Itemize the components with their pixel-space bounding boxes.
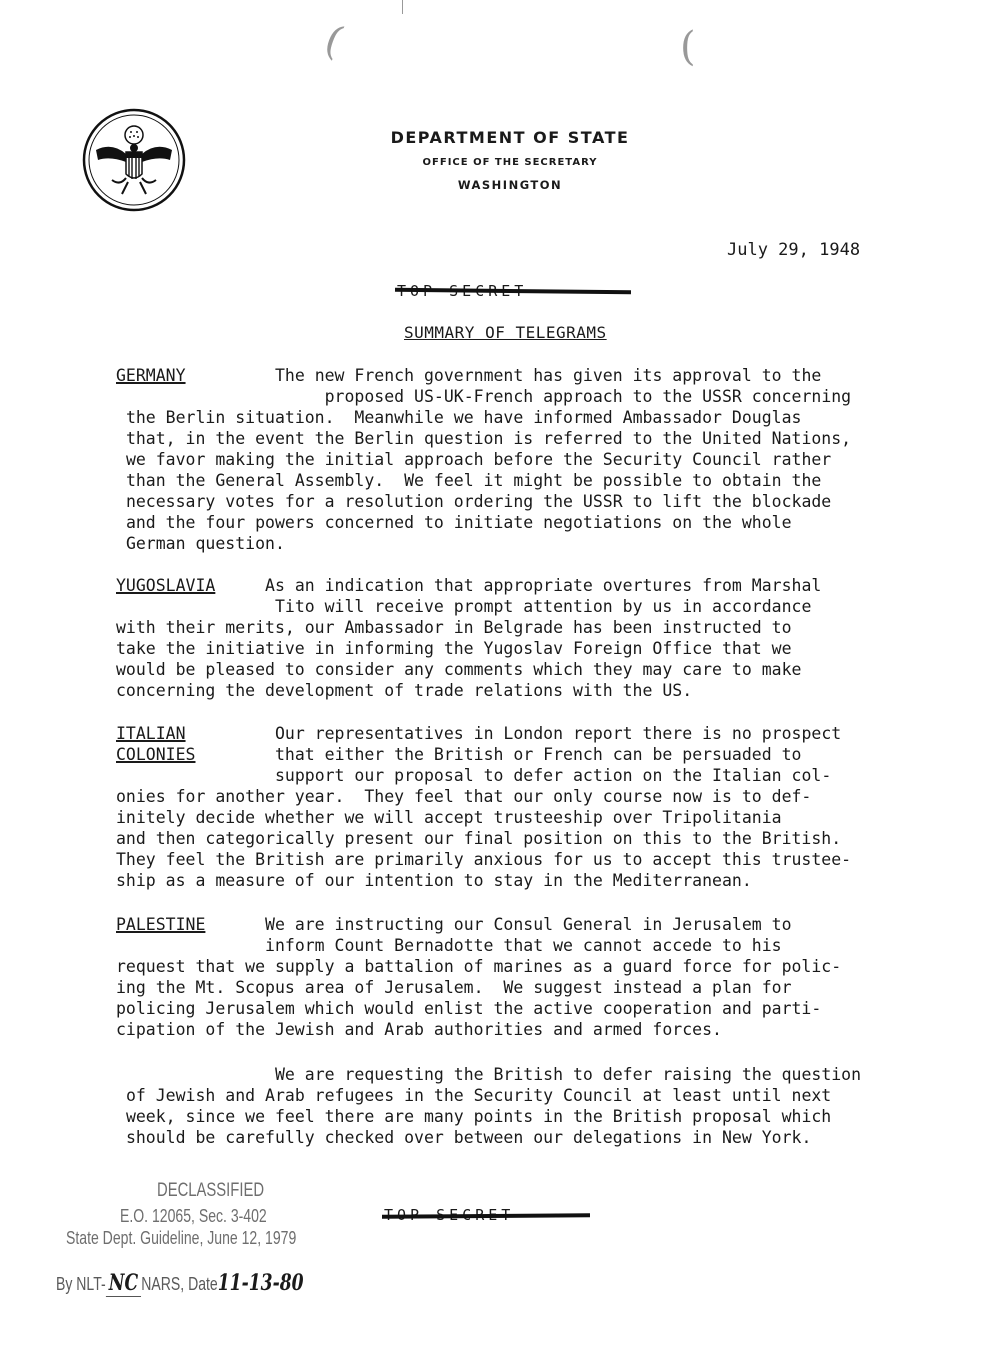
city-name: WASHINGTON <box>457 178 563 192</box>
pencil-mark: ( <box>680 24 696 70</box>
section-line: Our representatives in London report there is no prospect <box>274 724 842 743</box>
section-line: They feel the British are primarily anxious for us to accept this trustee- <box>116 850 852 869</box>
section-italian-colonies <box>116 723 906 891</box>
state-department-seal-icon <box>82 108 186 212</box>
declassified-stamp-authority: E.O. 12065, Sec. 3-402 <box>120 1206 267 1226</box>
handwritten-date: 11-13-80 <box>217 1270 304 1296</box>
section-line: would be pleased to consider any comments which they may care to make <box>116 660 802 679</box>
section-line: cipation of the Jewish and Arab authorities and armed forces. <box>116 1020 722 1039</box>
section-line: policing Jerusalem which would enlist the active cooperation and parti- <box>116 999 822 1018</box>
section-line: The new French government has given its approval to the <box>274 366 822 385</box>
handwritten-initials: NC <box>108 1270 139 1296</box>
section-line: As an indication that appropriate overtures from Marshal <box>265 576 822 595</box>
declassified-stamp-title: DECLASSIFIED <box>157 1180 265 1201</box>
office-name: OFFICE OF THE SECRETARY <box>422 157 598 168</box>
letterhead <box>300 128 720 192</box>
stamp-by-label: By NLT- <box>56 1274 106 1294</box>
declassified-stamp-guideline: State Dept. Guideline, June 12, 1979 <box>66 1228 297 1248</box>
section-line: of Jewish and Arab refugees in the Security Council at least until next <box>125 1086 832 1105</box>
section-line: initely decide whether we will accept trusteeship over Tripolitania <box>116 808 782 827</box>
document-title: SUMMARY OF TELEGRAMS <box>404 323 607 342</box>
section-line: We are instructing our Consul General in Jerusalem to <box>265 915 792 934</box>
section-line: concerning the development of trade relations with the US. <box>116 681 693 700</box>
section-line: German question. <box>125 534 285 553</box>
section-heading: GERMANY <box>116 366 186 385</box>
section-line: support our proposal to defer action on the Italian col- <box>274 766 832 785</box>
section-line: with their merits, our Ambassador in Belgrade has been instructed to <box>116 618 792 637</box>
section-germany <box>116 365 906 554</box>
section-line: take the initiative in informing the Yugoslav Foreign Office that we <box>116 639 792 658</box>
section-line: the Berlin situation. Meanwhile we have informed Ambassador Douglas <box>125 408 802 427</box>
section-line: onies for another year. They feel that our only course now is to def- <box>116 787 812 806</box>
section-palestine <box>116 914 906 1040</box>
section-line: that either the British or French can be persuaded to <box>274 745 802 764</box>
section-heading: ITALIAN <box>116 724 186 743</box>
pencil-mark: ( <box>318 16 350 66</box>
section-line: proposed US-UK-French approach to the USSR concerning <box>324 387 852 406</box>
section-line: should be carefully checked over between our delegations in New York. <box>125 1128 812 1147</box>
section-line: and the four powers concerned to initiate negotiations on the whole <box>125 513 792 532</box>
section-line: We are requesting the British to defer raising the question <box>274 1065 862 1084</box>
section-line: and then categorically present our final position on this to the British. <box>116 829 842 848</box>
stamp-nars-label: NARS, Date <box>141 1274 218 1294</box>
classification-strikeout <box>382 1213 590 1218</box>
section-line: than the General Assembly. We feel it might be possible to obtain the <box>125 471 822 490</box>
document-date: July 29, 1948 <box>727 240 861 260</box>
section-line: week, since we feel there are many points in the British proposal which <box>125 1107 832 1126</box>
section-line: necessary votes for a resolution ordering the USSR to lift the blockade <box>125 492 832 511</box>
section-line: inform Count Bernadotte that we cannot accede to his <box>265 936 782 955</box>
section-line: ing the Mt. Scopus area of Jerusalem. We suggest instead a plan for <box>116 978 792 997</box>
section-heading: YUGOSLAVIA <box>116 576 216 595</box>
department-name: DEPARTMENT OF STATE <box>390 128 630 147</box>
section-line: Tito will receive prompt attention by us in accordance <box>274 597 812 616</box>
section-line: that, in the event the Berlin question is referred to the United Nations, <box>125 429 852 448</box>
section-line: we favor making the initial approach before the Security Council rather <box>125 450 832 469</box>
section-palestine-continued <box>116 1064 906 1148</box>
section-line: request that we supply a battalion of marines as a guard force for polic- <box>116 957 842 976</box>
declassified-stamp-signoff <box>56 1270 304 1297</box>
section-heading: COLONIES <box>116 745 196 764</box>
section-line: ship as a measure of our intention to stay in the Mediterranean. <box>116 871 752 890</box>
section-heading: PALESTINE <box>116 915 206 934</box>
section-yugoslavia <box>116 575 906 701</box>
pencil-mark <box>402 0 403 14</box>
